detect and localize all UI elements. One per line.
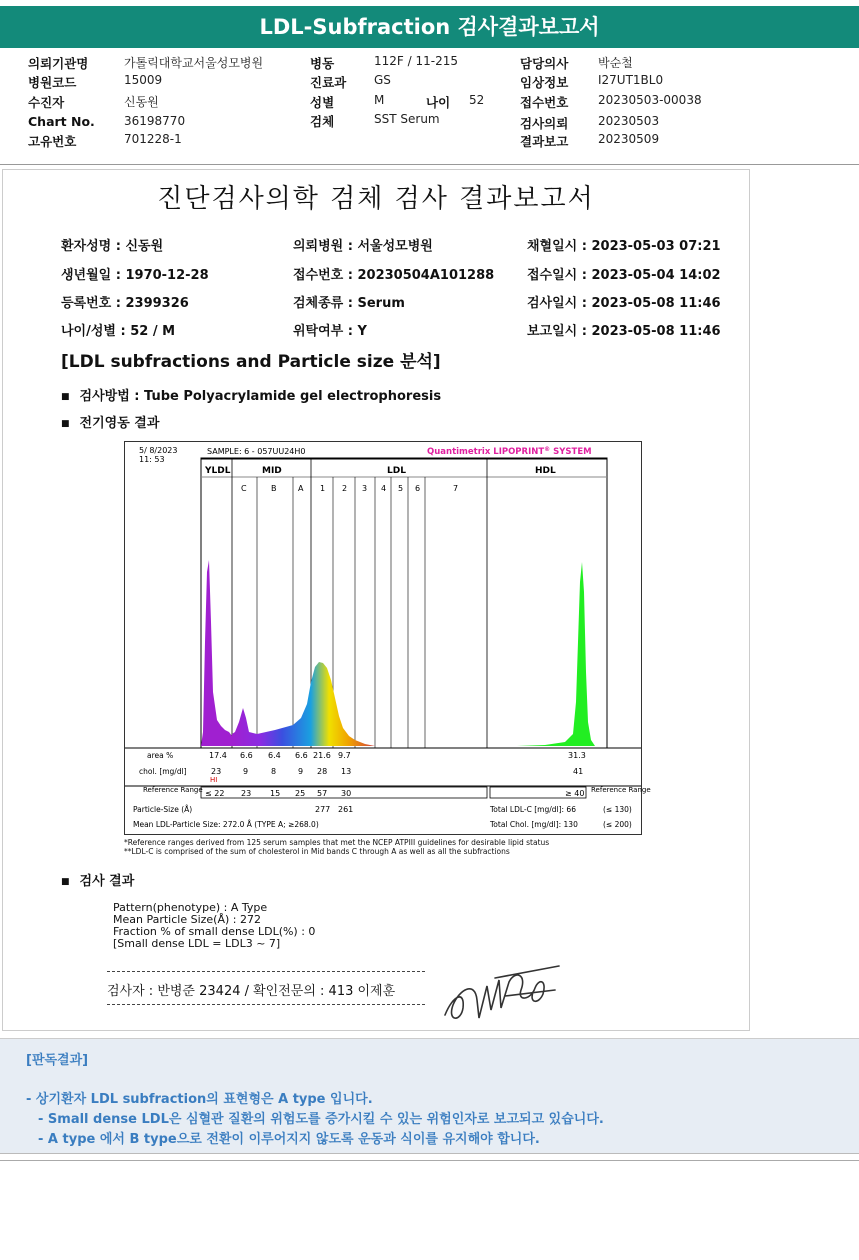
interpretation-panel	[0, 1038, 859, 1154]
dashed-divider	[107, 1004, 425, 1005]
patient-field: 채혈일시 : 2023-05-03 07:21	[527, 239, 721, 254]
info-label: 고유번호	[28, 134, 77, 149]
ref-value: 23	[241, 789, 252, 798]
area-value: 31.3	[568, 751, 586, 760]
patient-field: 환자성명 : 신동원	[61, 239, 164, 254]
total-chol: Total Chol. [mg/dl]: 130	[490, 820, 578, 829]
result-line: Fraction % of small dense LDL(%) : 0	[113, 925, 316, 938]
info-value: 112F / 11-215	[374, 54, 458, 68]
patient-field: 위탁여부 : Y	[293, 324, 367, 339]
divider	[0, 164, 859, 165]
patient-field: 접수일시 : 2023-05-04 14:02	[527, 268, 721, 283]
band-label: 1	[320, 484, 326, 493]
info-value: M	[374, 93, 385, 107]
dashed-divider	[107, 971, 425, 972]
patient-field: 등록번호 : 2399326	[61, 296, 189, 311]
chart-time: 11: 53	[139, 455, 165, 464]
ref-label-right: Reference Range	[591, 786, 651, 794]
electrophoresis-chart	[124, 441, 651, 835]
chol-value: 9	[243, 767, 249, 776]
chol-label: chol. [mg/dl]	[139, 767, 187, 776]
info-label: 나이	[426, 95, 451, 110]
section-title: [LDL subfractions and Particle size 분석]	[61, 352, 441, 372]
chol-value: 28	[317, 767, 328, 776]
total-ldl-ref: (≤ 130)	[603, 805, 632, 814]
area-value: 9.7	[338, 751, 351, 760]
ref-label: Reference Range	[143, 786, 203, 794]
patient-field: 생년월일 : 1970-12-28	[61, 268, 209, 283]
footnote-line: *Reference ranges derived from 125 serum samples that met the NCEP ATPIII guidelines for desirable lipid status	[124, 838, 550, 847]
info-label: 검체	[310, 114, 335, 129]
interpretation-line: - 상기환자 LDL subfraction의 표현형은 A type 입니다.	[26, 1092, 373, 1107]
result-heading: ■ 검사 결과	[61, 870, 134, 889]
mean-size: Mean LDL-Particle Size: 272.0 Å (TYPE A; ≥268.0)	[133, 820, 319, 829]
info-label: 결과보고	[520, 134, 569, 149]
patient-field: 의뢰병원 : 서울성모병원	[293, 239, 433, 254]
band-label: B	[271, 484, 277, 493]
info-label: 검사의뢰	[520, 116, 569, 131]
chol-value: 9	[298, 767, 304, 776]
area-value: 6.6	[295, 751, 308, 760]
info-value: 15009	[124, 73, 163, 87]
group-label-vldl: YLDL	[205, 466, 231, 476]
chol-value: 23	[211, 767, 222, 776]
ref-value: 15	[270, 789, 281, 798]
band-label: 6	[415, 484, 421, 493]
footnote-line: **LDL-C is comprised of the sum of cholesterol in Mid bands C through A as well as all the subfractions	[124, 847, 510, 856]
vldl-peak	[201, 560, 232, 746]
group-label-ldl: LDL	[387, 466, 406, 476]
group-label-hdl: HDL	[535, 466, 556, 476]
report-title: 진단검사의학 검체 검사 결과보고서	[157, 184, 595, 214]
info-label: 의뢰기관명	[28, 56, 89, 71]
info-label: 성별	[310, 95, 335, 110]
method-line: ■ 검사방법 : Tube Polyacrylamide gel electrophoresis	[61, 385, 441, 404]
band-label: 4	[381, 484, 387, 493]
info-label: 접수번호	[520, 95, 569, 110]
info-value: GS	[374, 73, 391, 87]
area-value: 21.6	[313, 751, 331, 760]
footnotes	[124, 838, 549, 856]
result-line: Mean Particle Size(Å) : 272	[113, 913, 261, 926]
chart-date: 5/ 8/2023	[139, 446, 178, 455]
total-ldl: Total LDL-C [mg/dl]: 66	[490, 805, 576, 814]
chart-sample: SAMPLE: 6 - 057UU24H0	[207, 447, 306, 456]
patient-field: 보고일시 : 2023-05-08 11:46	[527, 324, 721, 339]
info-value: I27UT1BL0	[598, 73, 664, 87]
band-label: 5	[398, 484, 404, 493]
electrophoresis-svg	[125, 442, 651, 834]
info-value: 20230503-00038	[598, 93, 702, 107]
info-value: 20230509	[598, 132, 660, 146]
midband-curve	[232, 662, 375, 746]
chol-value: 41	[573, 767, 584, 776]
patient-field: 검체종류 : Serum	[293, 296, 405, 311]
info-value: 박순철	[598, 56, 633, 70]
report-header-title: LDL-Subfraction 검사결과보고서	[0, 6, 859, 48]
electrophoresis-heading: ■ 전기영동 결과	[61, 412, 159, 431]
area-value: 6.6	[240, 751, 253, 760]
hi-flag: HI	[210, 776, 218, 784]
patient-field: 검사일시 : 2023-05-08 11:46	[527, 296, 721, 311]
info-label: 수진자	[28, 95, 65, 110]
patient-field: 접수번호 : 20230504A101288	[293, 268, 495, 283]
ref-value: 30	[341, 789, 352, 798]
band-label: 7	[453, 484, 459, 493]
info-value: 52	[469, 93, 485, 107]
particle-size-value: 277	[315, 805, 331, 814]
band-label: C	[241, 484, 247, 493]
info-label: 진료과	[310, 75, 347, 90]
info-label: 담당의사	[520, 56, 569, 71]
particle-size-value: 261	[338, 805, 354, 814]
area-value: 17.4	[209, 751, 227, 760]
group-label-mid: MID	[262, 466, 282, 476]
band-label: 3	[362, 484, 368, 493]
result-line: Pattern(phenotype) : A Type	[113, 901, 268, 914]
area-value: 6.4	[268, 751, 281, 760]
scanned-report	[2, 169, 750, 1031]
band-label: 2	[342, 484, 348, 493]
info-value: SST Serum	[374, 112, 440, 126]
info-value: 701228-1	[124, 132, 182, 146]
handwritten-signature	[435, 960, 565, 1030]
signature-line: 검사자 : 반병준 23424 / 확인전문의 : 413 이제훈	[107, 984, 396, 999]
particle-size-label: Particle-Size (Å)	[133, 805, 193, 814]
info-label: 병원코드	[28, 75, 77, 90]
plot-frame	[201, 458, 607, 748]
info-label: Chart No.	[28, 114, 95, 129]
info-value: 신동원	[124, 95, 159, 109]
chol-value: 8	[271, 767, 277, 776]
info-value: 가톨릭대학교서울성모병원	[124, 56, 264, 70]
total-chol-ref: (≤ 200)	[603, 820, 632, 829]
result-line: [Small dense LDL = LDL3 ~ 7]	[113, 937, 281, 950]
band-label: A	[298, 484, 304, 493]
chol-value: 13	[341, 767, 352, 776]
info-label: 병동	[310, 56, 335, 71]
interpretation-line: - A type 에서 B type으로 전환이 이루어지지 않도록 운동과 식이를 유지해야 합니다.	[38, 1132, 540, 1147]
patient-field: 나이/성별 : 52 / M	[61, 324, 176, 339]
ref-value: 25	[295, 789, 306, 798]
interpretation-line: - Small dense LDL은 심혈관 질환의 위험도를 증가시킬 수 있는 위험인자로 보고되고 있습니다.	[38, 1112, 604, 1127]
bottom-divider	[0, 1160, 859, 1161]
area-label: area %	[147, 751, 174, 760]
info-value: 36198770	[124, 114, 186, 128]
interpretation-heading: [판독결과]	[26, 1053, 89, 1068]
ref-value: ≤ 22	[205, 789, 225, 798]
chart-brand: Quantimetrix LIPOPRINT® SYSTEM	[427, 446, 592, 457]
info-label: 임상정보	[520, 75, 569, 90]
hdl-ref-value: ≥ 40	[565, 789, 585, 798]
ref-value: 57	[317, 789, 328, 798]
result-block	[113, 902, 315, 950]
hdl-peak	[517, 562, 595, 746]
info-value: 20230503	[598, 114, 660, 128]
